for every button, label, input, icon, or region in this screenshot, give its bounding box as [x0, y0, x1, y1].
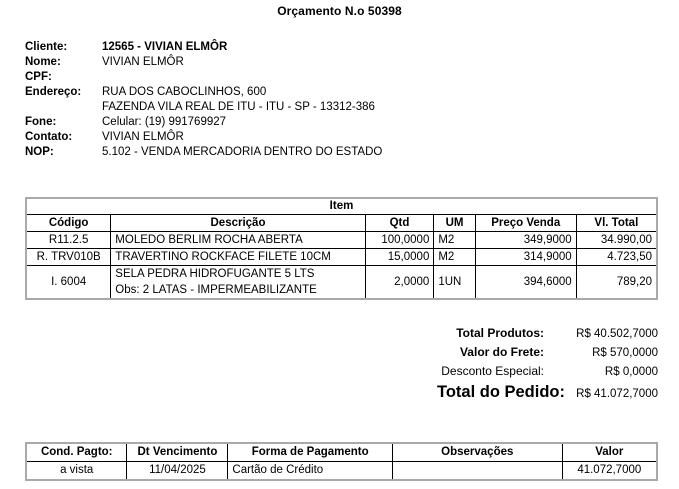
valor-frete-value: R$ 570,0000 — [592, 347, 658, 359]
label-cpf: CPF: — [25, 71, 52, 83]
cell-forma-pagamento: Cartão de Crédito — [228, 462, 393, 481]
cell-descricao — [111, 266, 365, 300]
customer-row-fone — [25, 115, 645, 130]
cell-um: M2 — [434, 249, 475, 266]
label-fone: Fone: — [25, 116, 57, 128]
value-cliente: 12565 - VIVIAN ELMÔR — [102, 41, 228, 53]
cell-preco-venda: 314,9000 — [475, 249, 576, 266]
col-header-observacoes: Observações — [392, 443, 562, 462]
label-contato: Contato: — [25, 131, 73, 143]
col-header-vl-total: Vl. Total — [576, 215, 657, 232]
total-produtos-label: Total Produtos: — [456, 326, 544, 340]
table-row — [26, 232, 657, 249]
cell-codigo: R. TRV010B — [26, 249, 111, 266]
cell-qtd: 100,0000 — [365, 232, 434, 249]
cell-dt-vencimento: 11/04/2025 — [127, 462, 228, 481]
cell-descricao: MOLEDO BERLIM ROCHA ABERTA — [111, 232, 365, 249]
cell-vl-total: 4.723,50 — [576, 249, 657, 266]
label-nop: NOP: — [25, 146, 54, 158]
page-title: Orçamento N.o 50398 — [277, 4, 402, 18]
value-endereco-line1: RUA DOS CABOCLINHOS, 600 — [102, 86, 267, 98]
cell-um: M2 — [434, 232, 475, 249]
col-header-descricao: Descrição — [111, 215, 365, 232]
label-nome: Nome: — [25, 56, 61, 68]
cell-codigo: I. 6004 — [26, 266, 111, 300]
cell-descricao-obs: Obs: 2 LATAS - IMPERMEABILIZANTE — [115, 284, 317, 296]
desconto-especial-row — [380, 364, 658, 383]
cell-um: 1UN — [434, 266, 475, 300]
item-table-header-row — [26, 215, 657, 232]
col-header-codigo: Código — [26, 215, 111, 232]
cell-vl-total: 789,20 — [576, 266, 657, 300]
cell-vl-total: 34.990,00 — [576, 232, 657, 249]
cell-preco-venda: 394,6000 — [475, 266, 576, 300]
col-header-cond-pagto: Cond. Pagto: — [26, 443, 127, 462]
col-header-qtd: Qtd — [365, 215, 434, 232]
col-header-forma-pagamento: Forma de Pagamento — [228, 443, 393, 462]
cell-qtd: 2,0000 — [365, 266, 434, 300]
cell-observacoes — [392, 462, 562, 481]
cell-qtd: 15,0000 — [365, 249, 434, 266]
customer-row-cliente — [25, 40, 645, 55]
col-header-preco-venda: Preço Venda — [475, 215, 576, 232]
value-nop: 5.102 - VENDA MERCADORIA DENTRO DO ESTADO — [102, 146, 383, 158]
valor-frete-row — [380, 345, 658, 364]
customer-row-nop — [25, 145, 645, 160]
payment-table-header-row — [26, 443, 657, 462]
cell-descricao-line1: SELA PEDRA HIDROFUGANTE 5 LTS — [115, 268, 315, 280]
item-table — [25, 197, 658, 300]
item-table-band-row — [26, 198, 657, 215]
value-fone: Celular: (19) 991769927 — [102, 116, 227, 128]
customer-row-contato — [25, 130, 645, 145]
table-row — [26, 462, 657, 481]
item-table-band-title: Item — [26, 198, 657, 215]
totals-summary — [380, 326, 658, 407]
customer-row-nome — [25, 55, 645, 70]
total-pedido-row — [380, 383, 658, 407]
cell-valor: 41.072,7000 — [562, 462, 657, 481]
value-endereco-line2: FAZENDA VILA REAL DE ITU - ITU - SP - 13312-386 — [102, 101, 375, 113]
payment-conditions-table — [25, 442, 658, 481]
cell-codigo: R11.2.5 — [26, 232, 111, 249]
label-cliente: Cliente: — [25, 41, 68, 53]
table-row — [26, 249, 657, 266]
col-header-um: UM — [434, 215, 475, 232]
desconto-especial-label: Desconto Especial: — [441, 364, 544, 378]
customer-info-block — [25, 40, 645, 160]
total-produtos-row — [380, 326, 658, 345]
desconto-especial-value: R$ 0,0000 — [604, 366, 658, 378]
total-produtos-value: R$ 40.502,7000 — [576, 328, 658, 340]
table-row — [26, 266, 657, 300]
total-pedido-value: R$ 41.072,7000 — [576, 388, 658, 400]
cell-descricao: TRAVERTINO ROCKFACE FILETE 10CM — [111, 249, 365, 266]
value-contato: VIVIAN ELMÔR — [102, 131, 184, 143]
customer-row-endereco-cont — [25, 100, 645, 115]
customer-row-endereco — [25, 85, 645, 100]
value-nome: VIVIAN ELMÔR — [102, 56, 184, 68]
col-header-dt-vencimento: Dt Vencimento — [127, 443, 228, 462]
label-endereco: Endereço: — [25, 86, 82, 98]
cell-preco-venda: 349,9000 — [475, 232, 576, 249]
col-header-valor: Valor — [562, 443, 657, 462]
total-pedido-label: Total do Pedido: — [436, 383, 565, 401]
customer-row-cpf — [25, 70, 645, 85]
cell-cond-pagto: a vista — [26, 462, 127, 481]
valor-frete-label: Valor do Frete: — [459, 345, 544, 359]
